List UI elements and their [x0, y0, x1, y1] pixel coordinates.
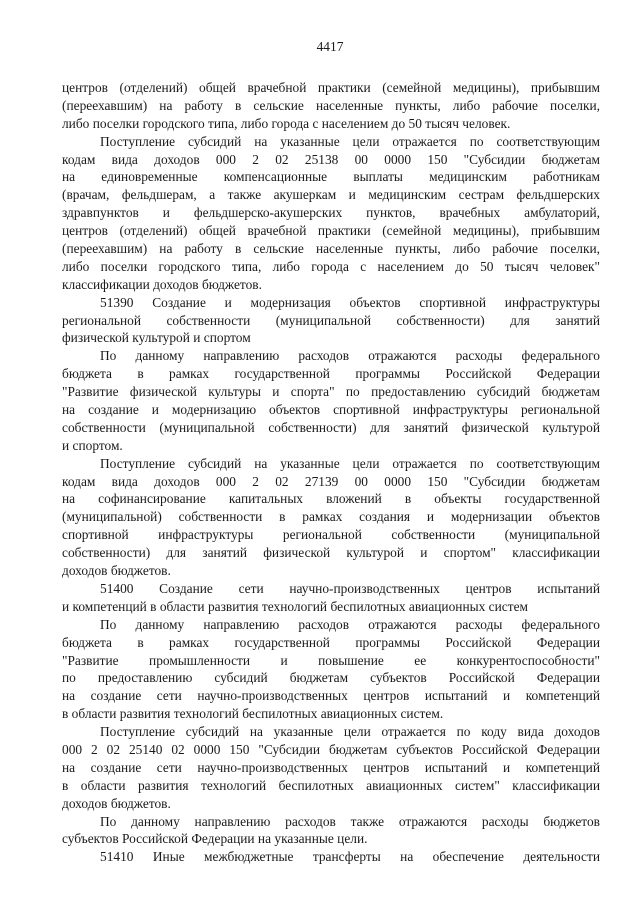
text-line: спортивной инфраструктуры региональной собственности (муниципальной	[62, 527, 600, 543]
text-line: бюджета в рамках государственной программы Российской Федерации	[62, 634, 600, 650]
text-line: региональной собственности (муниципальной собственности) для занятий	[62, 312, 600, 328]
text-line: на единовременные компенсационные выплаты медицинским работникам	[62, 169, 600, 185]
text-line: по предоставлению субсидий бюджетам субъектов Российской Федерации	[62, 670, 600, 686]
text-line: либо поселки городского типа, либо города с населением до 50 тысяч человек"	[62, 258, 600, 274]
text-line: (муниципальной) собственности в рамках создания и модернизации объектов	[62, 509, 600, 525]
text-line: субъектов Российской Федерации на указанные цели.	[62, 831, 368, 847]
text-line: собственности (муниципальной собственности) для занятий физической культурой	[62, 419, 600, 435]
text-line: бюджета в рамках государственной программы Российской Федерации	[62, 366, 600, 382]
text-line: Поступление субсидий на указанные цели отражается по соответствующим	[100, 455, 600, 471]
text-line: По данному направлению расходов также отражаются расходы бюджетов	[100, 813, 600, 829]
body-text	[62, 79, 600, 866]
text-line: классификации доходов бюджетов.	[62, 276, 262, 292]
text-line: в области развития технологий беспилотных авиационных систем.	[62, 706, 444, 722]
text-line: на софинансирование капитальных вложений в объекты государственной	[62, 491, 600, 507]
text-line: кодам вида доходов 000 2 02 27139 00 0000 150 "Субсидии бюджетам	[62, 473, 600, 489]
text-line: центров (отделений) общей врачебной практики (семейной медицины), прибывшим	[62, 80, 600, 95]
text-line: (переехавшим) на работу в сельские населенные пункты, либо рабочие поселки,	[62, 241, 600, 257]
text-line: доходов бюджетов.	[62, 795, 171, 811]
text-line: на создание сети научно-производственных центров испытаний и компетенций	[62, 688, 600, 704]
text-line: доходов бюджетов.	[62, 563, 171, 579]
text-line: физической культурой и спортом	[62, 330, 251, 346]
text-line: 51390 Создание и модернизация объектов спортивной инфраструктуры	[100, 294, 600, 310]
page-number: 4417	[316, 39, 344, 54]
text-line: 000 2 02 25140 02 0000 150 "Субсидии бюджетам субъектов Российской Федерации	[62, 741, 600, 757]
text-line: и компетенций в области развития технологий беспилотных авиационных систем	[62, 598, 528, 614]
text-line: центров (отделений) общей врачебной практики (семейной медицины), прибывшим	[62, 223, 600, 239]
text-line: на создание сети научно-производственных центров испытаний и компетенций	[62, 759, 600, 775]
text-line: и спортом.	[62, 437, 123, 453]
text-line: здравпунктов и фельдшерско-акушерских пунктов, врачебных амбулаторий,	[62, 205, 600, 221]
text-line: "Развитие промышленности и повышение ее конкурентоспособности"	[62, 652, 600, 668]
text-line: собственности) для занятий физической культурой и спортом" классификации	[62, 545, 600, 561]
text-line: "Развитие физической культуры и спорта" по предоставлению субсидий бюджетам	[62, 384, 600, 400]
text-line: кодам вида доходов 000 2 02 25138 00 0000 150 "Субсидии бюджетам	[62, 151, 600, 167]
text-line: По данному направлению расходов отражаются расходы федерального	[100, 616, 600, 632]
text-line: в области развития технологий беспилотных авиационных систем" классификации	[62, 777, 600, 793]
text-line: Поступление субсидий на указанные цели отражается по соответствующим	[100, 133, 600, 149]
text-line: (переехавшим) на работу в сельские населенные пункты, либо рабочие поселки,	[62, 97, 600, 113]
text-line: (врачам, фельдшерам, а также акушеркам и медицинским сестрам фельдшерских	[62, 187, 600, 203]
text-line: на создание и модернизацию объектов спортивной инфраструктуры региональной	[62, 402, 600, 418]
text-line: По данному направлению расходов отражаются расходы федерального	[100, 348, 600, 364]
text-line: 51410 Иные межбюджетные трансферты на обеспечение деятельности	[100, 849, 600, 865]
text-line: либо поселки городского типа, либо города с населением до 50 тысяч человек.	[62, 115, 511, 131]
text-line: Поступление субсидий на указанные цели отражается по коду вида доходов	[100, 724, 600, 740]
text-line: 51400 Создание сети научно-производственных центров испытаний	[100, 580, 600, 596]
